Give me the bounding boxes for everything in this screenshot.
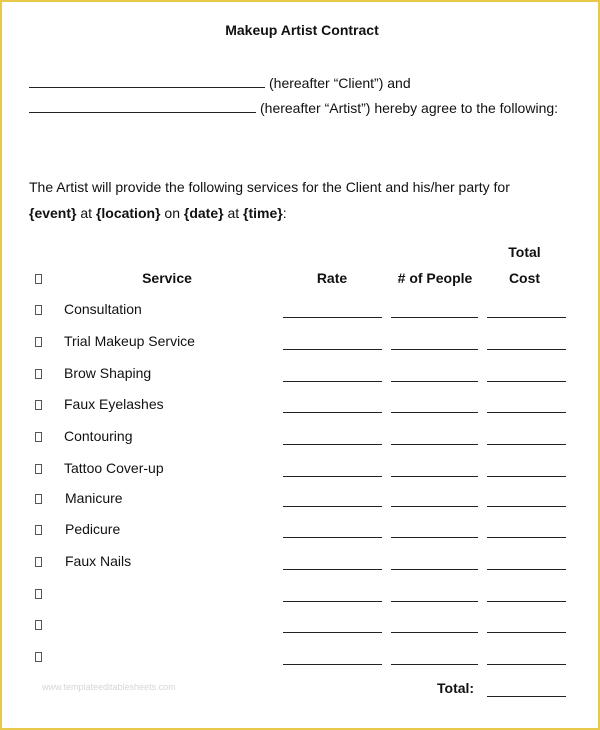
rate-blank[interactable] [283,569,382,570]
row-bullet-icon [33,430,43,442]
total-column-header-top: Total [508,244,541,260]
row-bullet-icon [33,398,43,410]
people-blank[interactable] [391,632,478,633]
total-cost-blank[interactable] [487,476,566,477]
people-blank[interactable] [391,444,478,445]
people-blank[interactable] [391,569,478,570]
service-name: Contouring [64,428,133,444]
intro-colon: : [282,205,287,221]
intro-line-1: The Artist will provide the following services for the Client and his/her party for [29,179,510,195]
people-column-header: # of People [397,270,473,286]
location-placeholder: {location} [95,205,161,221]
row-bullet-icon [33,587,43,599]
people-blank[interactable] [391,664,478,665]
service-name: Trial Makeup Service [64,333,195,349]
service-column-header: Service [142,270,192,286]
rate-blank[interactable] [283,412,382,413]
row-bullet-icon [33,618,43,630]
service-name: Pedicure [65,521,121,537]
service-name: Brow Shaping [64,365,152,381]
rate-blank[interactable] [283,476,382,477]
document-title: Makeup Artist Contract [225,22,379,38]
header-bullet-icon [33,272,43,284]
intro-on: on [164,205,180,221]
event-placeholder: {event} [29,205,77,221]
service-name: Faux Nails [65,553,132,569]
rate-blank[interactable] [283,664,382,665]
service-name: Tattoo Cover-up [64,460,164,476]
watermark: www.templateeditablesheets.com [42,682,176,692]
people-blank[interactable] [391,317,478,318]
total-cost-blank[interactable] [487,601,566,602]
intro-at-2: at [227,205,240,221]
total-cost-blank[interactable] [487,569,566,570]
rate-column-header: Rate [316,270,348,286]
client-party-line [29,74,411,91]
people-blank[interactable] [391,476,478,477]
grand-total-label: Total: [437,680,475,696]
date-placeholder: {date} [183,205,224,221]
time-placeholder: {time} [243,205,283,221]
total-cost-blank[interactable] [487,664,566,665]
row-bullet-icon [33,492,43,504]
artist-name-blank[interactable] [29,99,256,113]
total-cost-blank[interactable] [487,537,566,538]
row-bullet-icon [33,650,43,662]
people-blank[interactable] [391,381,478,382]
rate-blank[interactable] [283,381,382,382]
service-name: Manicure [65,490,123,506]
client-party-text: (hereafter “Client”) and [269,75,411,91]
people-blank[interactable] [391,601,478,602]
rate-blank[interactable] [283,537,382,538]
total-cost-blank[interactable] [487,381,566,382]
row-bullet-icon [33,555,43,567]
rate-blank[interactable] [283,506,382,507]
artist-party-text: (hereafter “Artist”) hereby agree to the following: [260,100,559,116]
total-cost-blank[interactable] [487,506,566,507]
people-blank[interactable] [391,506,478,507]
people-blank[interactable] [391,537,478,538]
client-name-blank[interactable] [29,74,265,88]
total-cost-blank[interactable] [487,412,566,413]
row-bullet-icon [33,303,43,315]
artist-party-line [29,99,558,116]
intro-line-2 [29,205,287,221]
total-cost-blank[interactable] [487,632,566,633]
row-bullet-icon [33,335,43,347]
total-column-header-bottom: Cost [508,270,541,286]
service-name: Consultation [64,301,142,317]
rate-blank[interactable] [283,444,382,445]
rate-blank[interactable] [283,632,382,633]
total-cost-blank[interactable] [487,349,566,350]
row-bullet-icon [33,367,43,379]
people-blank[interactable] [391,412,478,413]
grand-total-blank[interactable] [487,696,566,697]
people-blank[interactable] [391,349,478,350]
rate-blank[interactable] [283,349,382,350]
total-cost-blank[interactable] [487,444,566,445]
row-bullet-icon [33,523,43,535]
rate-blank[interactable] [283,601,382,602]
intro-at-1: at [80,205,93,221]
total-cost-blank[interactable] [487,317,566,318]
row-bullet-icon [33,462,43,474]
service-name: Faux Eyelashes [64,396,164,412]
rate-blank[interactable] [283,317,382,318]
